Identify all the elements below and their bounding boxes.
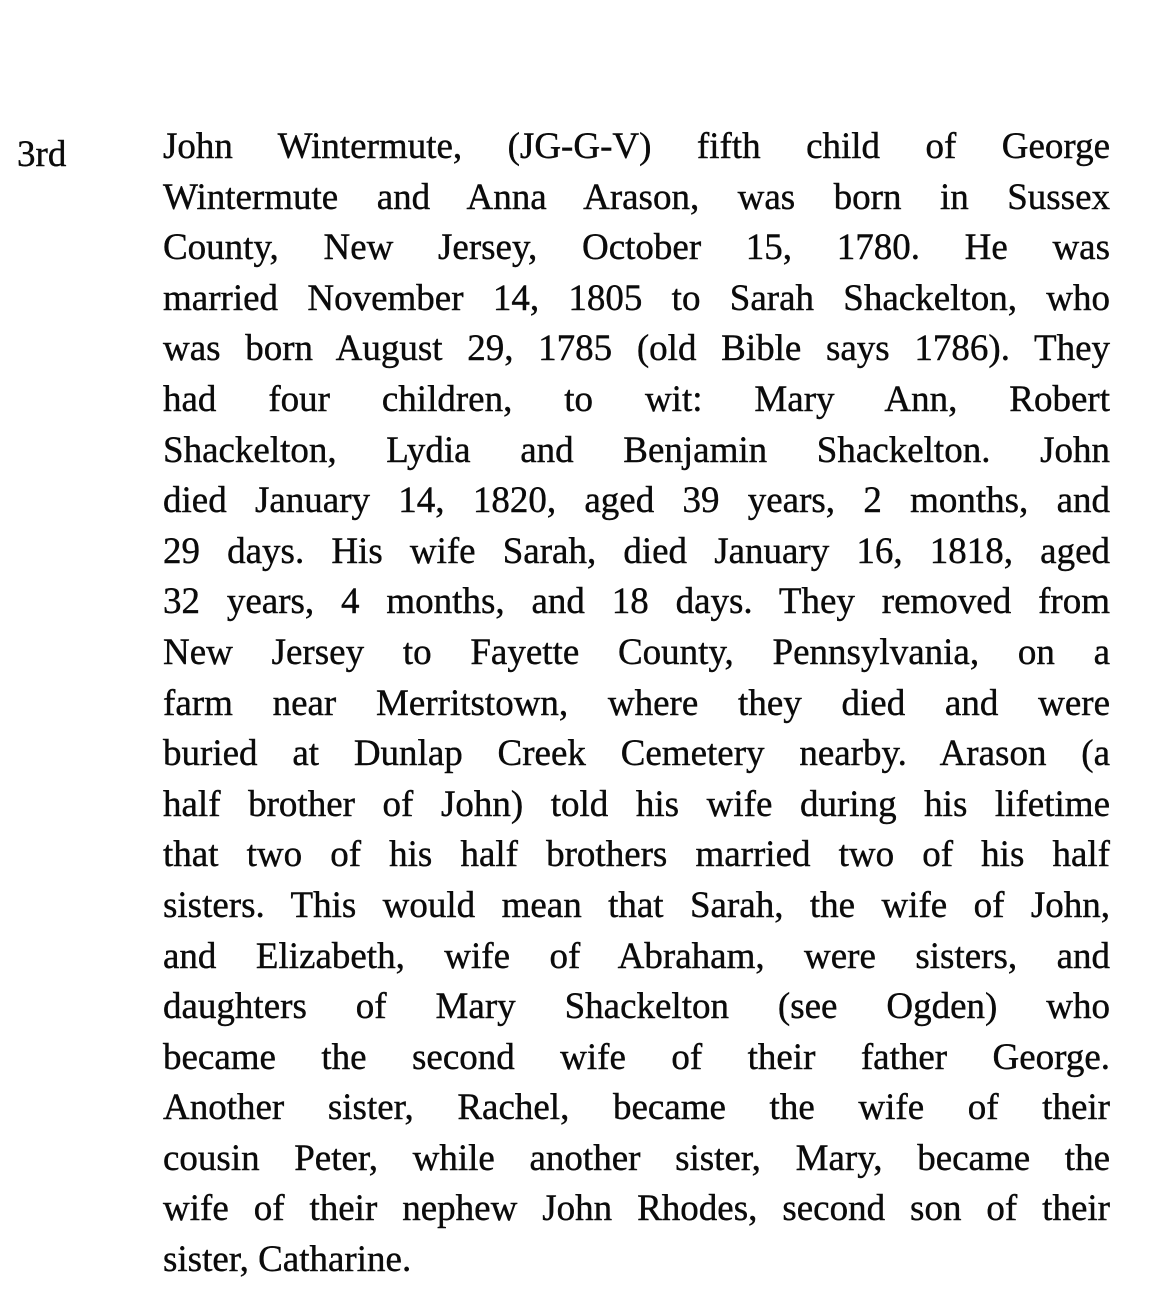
text-line: wife of their nephew John Rhodes, second son of their bbox=[163, 1188, 1110, 1230]
text-line: Wintermute and Anna Arason, was born in Sussex bbox=[163, 176, 1110, 218]
generation-margin-label: 3rd bbox=[17, 134, 67, 175]
text-line: 32 years, 4 months, and 18 days. They removed from bbox=[163, 581, 1110, 623]
text-line: 29 days. His wife Sarah, died January 16, 1818, aged bbox=[163, 530, 1110, 572]
text-line: cousin Peter, while another sister, Mary, became the bbox=[163, 1137, 1110, 1179]
text-line: Another sister, Rachel, became the wife of their bbox=[163, 1087, 1110, 1129]
text-line: daughters of Mary Shackelton (see Ogden) who bbox=[163, 986, 1110, 1028]
text-line: that two of his half brothers married two of his half bbox=[163, 834, 1110, 876]
text-line: County, New Jersey, October 15, 1780. He was bbox=[163, 227, 1110, 269]
text-line: died January 14, 1820, aged 39 years, 2 months, and bbox=[163, 480, 1110, 522]
text-line: buried at Dunlap Creek Cemetery nearby. Arason (a bbox=[163, 733, 1110, 775]
genealogy-entry-paragraph bbox=[163, 122, 1110, 1286]
text-line: John Wintermute, (JG-G-V) fifth child of George bbox=[163, 126, 1110, 167]
text-line: sisters. This would mean that Sarah, the wife of John, bbox=[163, 884, 1110, 926]
text-line: New Jersey to Fayette County, Pennsylvania, on a bbox=[163, 631, 1110, 673]
text-line: married November 14, 1805 to Sarah Shackelton, who bbox=[163, 277, 1110, 319]
text-line: sister, Catharine. bbox=[163, 1239, 412, 1281]
text-line: had four children, to wit: Mary Ann, Robert bbox=[163, 378, 1110, 420]
text-line: became the second wife of their father George. bbox=[163, 1036, 1110, 1078]
text-line: farm near Merritstown, where they died and were bbox=[163, 682, 1110, 724]
text-line: and Elizabeth, wife of Abraham, were sisters, and bbox=[163, 935, 1110, 977]
text-line: was born August 29, 1785 (old Bible says 1786). They bbox=[163, 328, 1110, 370]
text-line: half brother of John) told his wife during his lifetime bbox=[163, 783, 1110, 825]
text-line: Shackelton, Lydia and Benjamin Shackelton. John bbox=[163, 429, 1110, 471]
